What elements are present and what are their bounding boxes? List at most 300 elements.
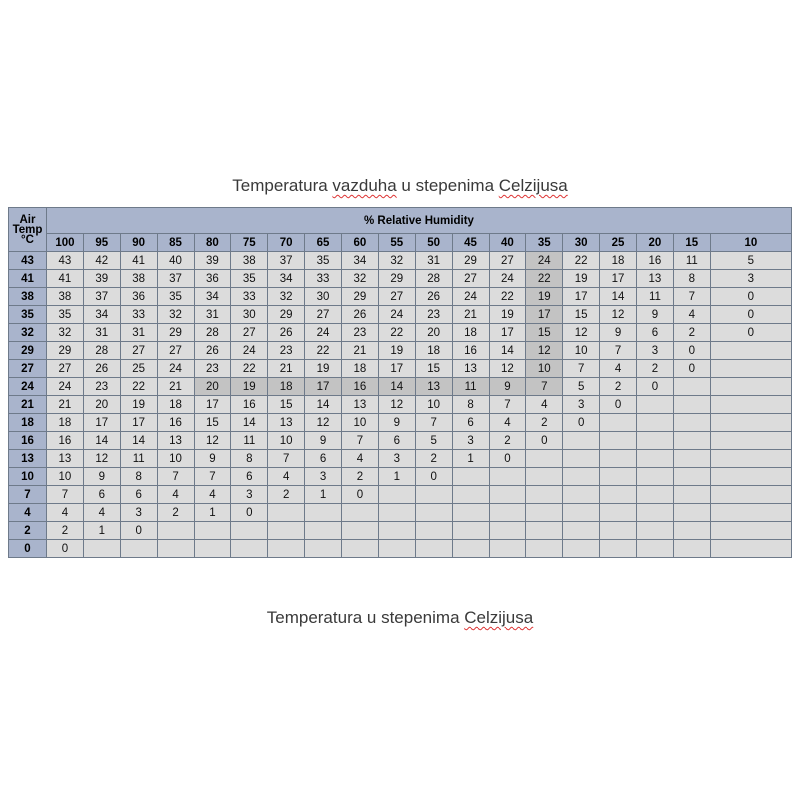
corner-label-air: Air <box>19 213 36 226</box>
table-cell: 25 <box>120 360 157 378</box>
empty-cell <box>710 342 791 360</box>
table-cell: 12 <box>489 360 526 378</box>
table-row <box>9 324 792 342</box>
empty-cell <box>415 504 452 522</box>
table-cell: 13 <box>157 432 194 450</box>
empty-cell <box>305 540 342 558</box>
table-cell: 22 <box>231 360 268 378</box>
table-cell: 30 <box>231 306 268 324</box>
table-cell: 27 <box>120 342 157 360</box>
table-cell: 26 <box>194 342 231 360</box>
table-cell: 18 <box>452 324 489 342</box>
table-cell: 24 <box>305 324 342 342</box>
table-row <box>9 414 792 432</box>
row-header: 18 <box>9 414 47 432</box>
table-cell: 3 <box>305 468 342 486</box>
column-header: 85 <box>157 234 194 252</box>
table-cell: 7 <box>47 486 84 504</box>
empty-cell <box>489 486 526 504</box>
empty-cell <box>194 540 231 558</box>
empty-cell <box>710 378 791 396</box>
table-cell: 0 <box>600 396 637 414</box>
table-cell: 3 <box>710 270 791 288</box>
table-cell: 29 <box>342 288 379 306</box>
table-row <box>9 270 792 288</box>
empty-cell <box>378 504 415 522</box>
table-cell: 32 <box>378 252 415 270</box>
table-cell: 35 <box>305 252 342 270</box>
column-header: 90 <box>120 234 157 252</box>
empty-cell <box>268 522 305 540</box>
table-cell: 33 <box>305 270 342 288</box>
table-cell: 31 <box>83 324 120 342</box>
table-cell: 18 <box>268 378 305 396</box>
table-cell: 13 <box>415 378 452 396</box>
corner-label-temp: Temp <box>12 223 43 236</box>
table-cell: 30 <box>305 288 342 306</box>
table-cell: 15 <box>415 360 452 378</box>
corner-label-unit: °C <box>21 233 34 246</box>
chart-subtitle <box>0 608 800 628</box>
table-cell: 9 <box>600 324 637 342</box>
table-cell: 29 <box>47 342 84 360</box>
table-cell: 22 <box>563 252 600 270</box>
relative-humidity-header: % Relative Humidity <box>47 208 792 234</box>
empty-cell <box>526 468 563 486</box>
empty-cell <box>120 540 157 558</box>
table-cell: 40 <box>157 252 194 270</box>
table-cell: 2 <box>342 468 379 486</box>
column-header: 100 <box>47 234 84 252</box>
table-cell: 4 <box>526 396 563 414</box>
table-cell: 3 <box>120 504 157 522</box>
table-cell: 7 <box>526 378 563 396</box>
table-cell: 10 <box>526 360 563 378</box>
table-cell: 23 <box>83 378 120 396</box>
empty-cell <box>268 540 305 558</box>
row-header: 16 <box>9 432 47 450</box>
table-cell: 1 <box>194 504 231 522</box>
table-cell: 16 <box>157 414 194 432</box>
table-cell: 8 <box>452 396 489 414</box>
title-part: Temperatura <box>232 176 333 195</box>
table-row <box>9 486 792 504</box>
table-cell: 13 <box>268 414 305 432</box>
table-cell: 13 <box>342 396 379 414</box>
table-cell: 7 <box>194 468 231 486</box>
table-cell: 14 <box>83 432 120 450</box>
table-cell: 38 <box>120 270 157 288</box>
table-cell: 14 <box>378 378 415 396</box>
title-part: u stepenima <box>396 176 499 195</box>
empty-cell <box>710 540 791 558</box>
column-header: 50 <box>415 234 452 252</box>
empty-cell <box>563 540 600 558</box>
column-header: 95 <box>83 234 120 252</box>
empty-cell <box>157 522 194 540</box>
table-cell: 24 <box>231 342 268 360</box>
table-cell: 27 <box>47 360 84 378</box>
table-cell: 15 <box>194 414 231 432</box>
table-cell: 7 <box>415 414 452 432</box>
column-header: 75 <box>231 234 268 252</box>
table-cell: 4 <box>673 306 710 324</box>
table-cell: 42 <box>83 252 120 270</box>
table-cell: 2 <box>600 378 637 396</box>
table-cell: 17 <box>489 324 526 342</box>
row-header: 43 <box>9 252 47 270</box>
table-cell: 11 <box>120 450 157 468</box>
table-cell: 32 <box>47 324 84 342</box>
empty-cell <box>378 522 415 540</box>
table-cell: 1 <box>378 468 415 486</box>
table-cell: 23 <box>342 324 379 342</box>
empty-cell <box>600 468 637 486</box>
table-cell: 5 <box>563 378 600 396</box>
table-cell: 17 <box>83 414 120 432</box>
table-cell: 35 <box>47 306 84 324</box>
table-cell: 17 <box>526 306 563 324</box>
table-cell: 7 <box>600 342 637 360</box>
table-cell: 1 <box>305 486 342 504</box>
table-cell: 12 <box>305 414 342 432</box>
table-body <box>9 252 792 558</box>
table-cell: 0 <box>710 288 791 306</box>
empty-cell <box>563 486 600 504</box>
table-cell: 3 <box>563 396 600 414</box>
subtitle-part: Temperatura u stepenima <box>266 608 465 627</box>
table-cell: 19 <box>305 360 342 378</box>
table-cell: 18 <box>600 252 637 270</box>
table-cell: 38 <box>47 288 84 306</box>
table-cell: 17 <box>378 360 415 378</box>
table-cell: 9 <box>83 468 120 486</box>
table-cell: 3 <box>637 342 674 360</box>
empty-cell <box>637 396 674 414</box>
table-cell: 16 <box>452 342 489 360</box>
table-cell: 0 <box>563 414 600 432</box>
table-row <box>9 396 792 414</box>
empty-cell <box>637 486 674 504</box>
table-cell: 2 <box>673 324 710 342</box>
row-header: 35 <box>9 306 47 324</box>
row-header: 13 <box>9 450 47 468</box>
table-cell: 19 <box>563 270 600 288</box>
table-cell: 39 <box>83 270 120 288</box>
table-cell: 29 <box>378 270 415 288</box>
chart-title <box>0 176 800 196</box>
table-cell: 24 <box>452 288 489 306</box>
row-header: 41 <box>9 270 47 288</box>
table-cell: 18 <box>415 342 452 360</box>
table-cell: 10 <box>342 414 379 432</box>
empty-cell <box>563 504 600 522</box>
empty-cell <box>600 504 637 522</box>
row-header: 24 <box>9 378 47 396</box>
empty-cell <box>637 432 674 450</box>
table-cell: 22 <box>305 342 342 360</box>
row-header: 0 <box>9 540 47 558</box>
empty-cell <box>710 360 791 378</box>
empty-cell <box>489 468 526 486</box>
table-row <box>9 522 792 540</box>
table-cell: 11 <box>637 288 674 306</box>
table-cell: 20 <box>194 378 231 396</box>
table-cell: 12 <box>526 342 563 360</box>
table-cell: 24 <box>157 360 194 378</box>
column-header-row <box>9 234 792 252</box>
empty-cell <box>268 504 305 522</box>
table-cell: 36 <box>194 270 231 288</box>
table-cell: 10 <box>563 342 600 360</box>
table-cell: 1 <box>83 522 120 540</box>
table-cell: 15 <box>268 396 305 414</box>
empty-cell <box>342 522 379 540</box>
table-cell: 4 <box>600 360 637 378</box>
table-cell: 9 <box>637 306 674 324</box>
table-cell: 8 <box>231 450 268 468</box>
table-cell: 32 <box>342 270 379 288</box>
row-header: 2 <box>9 522 47 540</box>
table-cell: 17 <box>194 396 231 414</box>
table-cell: 17 <box>120 414 157 432</box>
empty-cell <box>710 486 791 504</box>
table-row <box>9 540 792 558</box>
table-cell: 11 <box>452 378 489 396</box>
table-cell: 9 <box>194 450 231 468</box>
table-row <box>9 306 792 324</box>
table-cell: 28 <box>415 270 452 288</box>
table-row <box>9 378 792 396</box>
empty-cell <box>526 450 563 468</box>
empty-cell <box>673 486 710 504</box>
empty-cell <box>600 486 637 504</box>
table-cell: 35 <box>231 270 268 288</box>
table-cell: 32 <box>157 306 194 324</box>
empty-cell <box>673 468 710 486</box>
table-cell: 2 <box>157 504 194 522</box>
table-cell: 0 <box>637 378 674 396</box>
table-row <box>9 252 792 270</box>
table-cell: 21 <box>47 396 84 414</box>
table-cell: 26 <box>268 324 305 342</box>
table-row <box>9 432 792 450</box>
table-cell: 21 <box>452 306 489 324</box>
empty-cell <box>710 450 791 468</box>
row-header: 27 <box>9 360 47 378</box>
table-cell: 0 <box>489 450 526 468</box>
empty-cell <box>415 522 452 540</box>
table-cell: 7 <box>157 468 194 486</box>
table-cell: 4 <box>47 504 84 522</box>
table-cell: 0 <box>710 306 791 324</box>
table-cell: 24 <box>47 378 84 396</box>
empty-cell <box>231 540 268 558</box>
table-cell: 39 <box>194 252 231 270</box>
table-cell: 4 <box>268 468 305 486</box>
table-cell: 4 <box>157 486 194 504</box>
table-cell: 7 <box>489 396 526 414</box>
empty-cell <box>526 540 563 558</box>
empty-cell <box>526 486 563 504</box>
table-cell: 34 <box>342 252 379 270</box>
table-cell: 33 <box>231 288 268 306</box>
table-cell: 0 <box>710 324 791 342</box>
column-header: 15 <box>673 234 710 252</box>
empty-cell <box>673 522 710 540</box>
table-cell: 4 <box>83 504 120 522</box>
table-cell: 4 <box>342 450 379 468</box>
empty-cell <box>637 450 674 468</box>
table-cell: 16 <box>47 432 84 450</box>
table-cell: 0 <box>673 360 710 378</box>
table-cell: 27 <box>305 306 342 324</box>
empty-cell <box>637 522 674 540</box>
table-cell: 12 <box>83 450 120 468</box>
table-row <box>9 342 792 360</box>
table-cell: 22 <box>489 288 526 306</box>
humidity-temperature-table <box>8 207 791 591</box>
table-cell: 6 <box>231 468 268 486</box>
table-cell: 7 <box>563 360 600 378</box>
table-cell: 19 <box>526 288 563 306</box>
table-cell: 9 <box>489 378 526 396</box>
table-cell: 2 <box>526 414 563 432</box>
table-cell: 0 <box>526 432 563 450</box>
column-header: 10 <box>710 234 791 252</box>
table-cell: 6 <box>378 432 415 450</box>
table-row <box>9 288 792 306</box>
table-cell: 23 <box>194 360 231 378</box>
table-cell: 41 <box>47 270 84 288</box>
corner-header <box>9 208 47 252</box>
table-cell: 10 <box>157 450 194 468</box>
table-cell: 24 <box>378 306 415 324</box>
empty-cell <box>489 504 526 522</box>
empty-cell <box>342 540 379 558</box>
table-cell: 11 <box>231 432 268 450</box>
empty-cell <box>526 522 563 540</box>
empty-cell <box>637 414 674 432</box>
table-cell: 20 <box>83 396 120 414</box>
table-cell: 0 <box>342 486 379 504</box>
empty-cell <box>563 522 600 540</box>
table-cell: 19 <box>489 306 526 324</box>
table-cell: 17 <box>563 288 600 306</box>
column-header: 35 <box>526 234 563 252</box>
empty-cell <box>600 450 637 468</box>
table-cell: 28 <box>83 342 120 360</box>
table-cell: 29 <box>452 252 489 270</box>
row-header: 38 <box>9 288 47 306</box>
table-cell: 38 <box>231 252 268 270</box>
table-cell: 2 <box>637 360 674 378</box>
table-cell: 37 <box>268 252 305 270</box>
table-cell: 15 <box>526 324 563 342</box>
table-cell: 27 <box>378 288 415 306</box>
table-cell: 2 <box>415 450 452 468</box>
table-cell: 10 <box>415 396 452 414</box>
table-cell: 26 <box>342 306 379 324</box>
table-cell: 27 <box>452 270 489 288</box>
empty-cell <box>710 414 791 432</box>
row-header: 32 <box>9 324 47 342</box>
table-cell: 9 <box>305 432 342 450</box>
table-cell: 17 <box>600 270 637 288</box>
table-cell: 27 <box>157 342 194 360</box>
empty-cell <box>452 504 489 522</box>
table-cell: 1 <box>452 450 489 468</box>
table-cell: 18 <box>342 360 379 378</box>
table-cell: 26 <box>83 360 120 378</box>
table-cell: 2 <box>268 486 305 504</box>
empty-cell <box>415 540 452 558</box>
column-header: 55 <box>378 234 415 252</box>
empty-cell <box>710 468 791 486</box>
empty-cell <box>415 486 452 504</box>
table-cell: 26 <box>415 288 452 306</box>
empty-cell <box>378 540 415 558</box>
column-header: 65 <box>305 234 342 252</box>
column-header: 60 <box>342 234 379 252</box>
table-cell: 20 <box>415 324 452 342</box>
table-cell: 6 <box>637 324 674 342</box>
empty-cell <box>305 522 342 540</box>
row-header: 21 <box>9 396 47 414</box>
table-cell: 6 <box>452 414 489 432</box>
table-cell: 13 <box>637 270 674 288</box>
empty-cell <box>673 378 710 396</box>
table-cell: 37 <box>83 288 120 306</box>
table-cell: 5 <box>415 432 452 450</box>
empty-cell <box>600 414 637 432</box>
table-cell: 35 <box>157 288 194 306</box>
table-cell: 3 <box>452 432 489 450</box>
table-cell: 27 <box>231 324 268 342</box>
empty-cell <box>194 522 231 540</box>
table-cell: 16 <box>342 378 379 396</box>
empty-cell <box>378 486 415 504</box>
table-cell: 18 <box>47 414 84 432</box>
empty-cell <box>563 432 600 450</box>
table-cell: 22 <box>378 324 415 342</box>
row-header: 10 <box>9 468 47 486</box>
table-cell: 0 <box>231 504 268 522</box>
table-cell: 7 <box>342 432 379 450</box>
column-header: 70 <box>268 234 305 252</box>
table-row <box>9 504 792 522</box>
column-header: 80 <box>194 234 231 252</box>
table-cell: 4 <box>489 414 526 432</box>
table-cell: 28 <box>194 324 231 342</box>
table-cell: 34 <box>83 306 120 324</box>
empty-cell <box>600 432 637 450</box>
empty-cell <box>83 540 120 558</box>
empty-cell <box>489 522 526 540</box>
empty-cell <box>157 540 194 558</box>
table-cell: 14 <box>120 432 157 450</box>
table-cell: 19 <box>378 342 415 360</box>
empty-cell <box>637 540 674 558</box>
table-cell: 8 <box>120 468 157 486</box>
table-cell: 12 <box>194 432 231 450</box>
table-cell: 3 <box>231 486 268 504</box>
empty-cell <box>710 396 791 414</box>
empty-cell <box>563 450 600 468</box>
table-cell: 15 <box>563 306 600 324</box>
table-cell: 14 <box>231 414 268 432</box>
table-cell: 7 <box>673 288 710 306</box>
